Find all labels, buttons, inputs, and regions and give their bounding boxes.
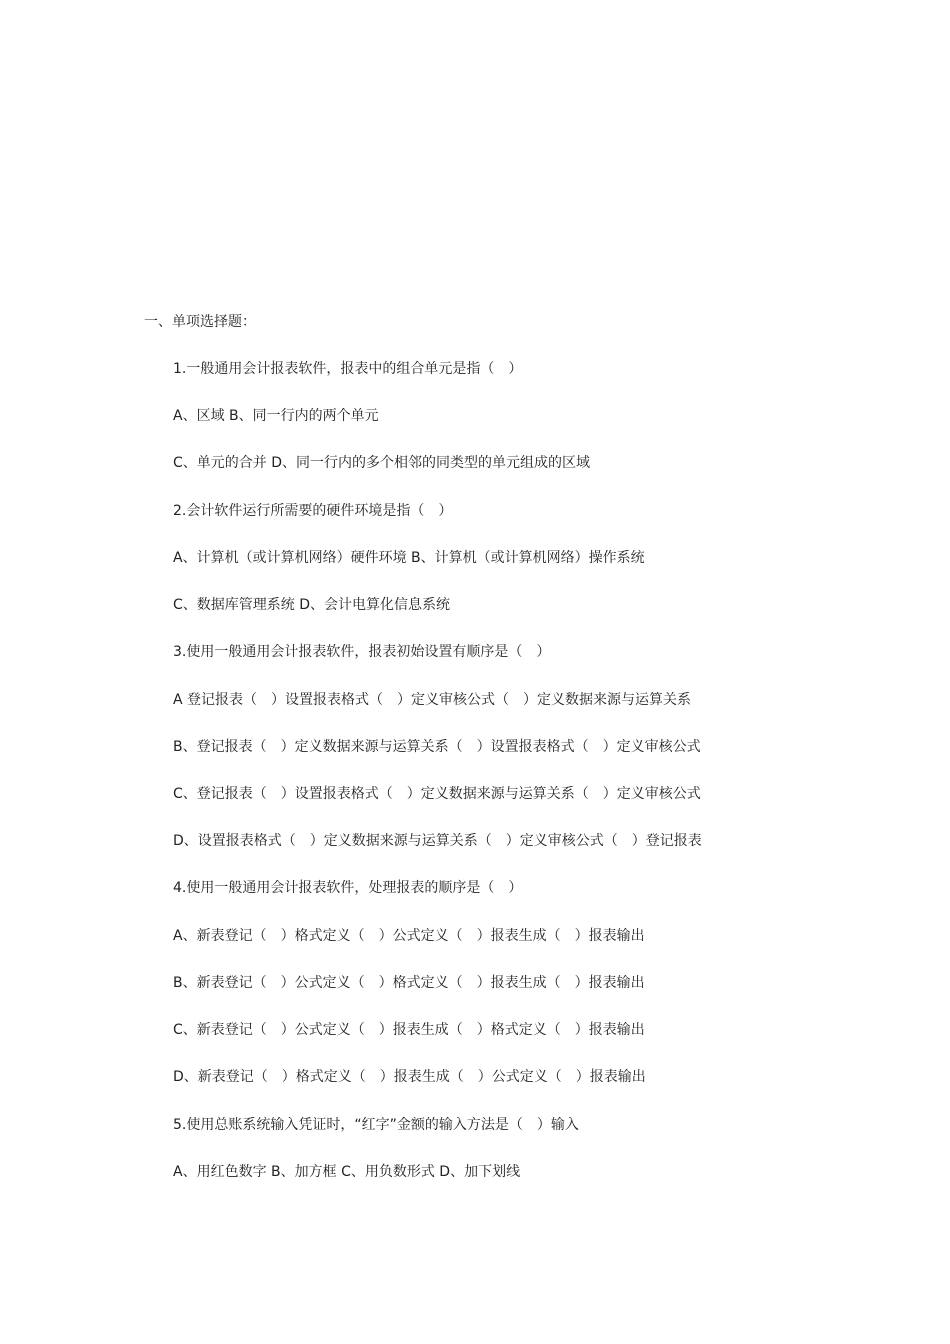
question-4-option-b: B、新表登记（ ）公式定义（ ）格式定义（ ）报表生成（ ）报表输出 xyxy=(173,975,645,991)
question-3-option-d: D、设置报表格式（ ）定义数据来源与运算关系（ ）定义审核公式（ ）登记报表 xyxy=(173,833,702,849)
question-4-option-c: C、新表登记（ ）公式定义（ ）报表生成（ ）格式定义（ ）报表输出 xyxy=(173,1022,645,1038)
question-1-options-cd: C、单元的合并 D、同一行内的多个相邻的同类型的单元组成的区域 xyxy=(173,455,591,471)
question-1: 1.一般通用会计报表软件，报表中的组合单元是指（ ） xyxy=(173,361,523,377)
question-2-options-ab: A、计算机（或计算机网络）硬件环境 B、计算机（或计算机网络）操作系统 xyxy=(173,550,645,566)
question-3-option-b: B、登记报表（ ）定义数据来源与运算关系（ ）设置报表格式（ ）定义审核公式 xyxy=(173,739,701,755)
question-3: 3.使用一般通用会计报表软件，报表初始设置有顺序是（ ） xyxy=(173,644,551,660)
question-4: 4.使用一般通用会计报表软件，处理报表的顺序是（ ） xyxy=(173,880,523,896)
question-3-option-c: C、登记报表（ ）设置报表格式（ ）定义数据来源与运算关系（ ）定义审核公式 xyxy=(173,786,701,802)
question-5: 5.使用总账系统输入凭证时，“红字”金额的输入方法是（ ）输入 xyxy=(173,1117,579,1133)
question-4-option-d: D、新表登记（ ）格式定义（ ）报表生成（ ）公式定义（ ）报表输出 xyxy=(173,1069,646,1085)
question-2: 2.会计软件运行所需要的硬件环境是指（ ） xyxy=(173,503,453,519)
question-2-options-cd: C、数据库管理系统 D、会计电算化信息系统 xyxy=(173,597,451,613)
question-3-option-a: A 登记报表（ ）设置报表格式（ ）定义审核公式（ ）定义数据来源与运算关系 xyxy=(173,692,692,708)
question-4-option-a: A、新表登记（ ）格式定义（ ）公式定义（ ）报表生成（ ）报表输出 xyxy=(173,928,645,944)
question-5-options: A、用红色数字 B、加方框 C、用负数形式 D、加下划线 xyxy=(173,1164,521,1180)
section-title: 一、单项选择题： xyxy=(144,314,256,330)
question-1-options-ab: A、区域 B、同一行内的两个单元 xyxy=(173,408,379,424)
